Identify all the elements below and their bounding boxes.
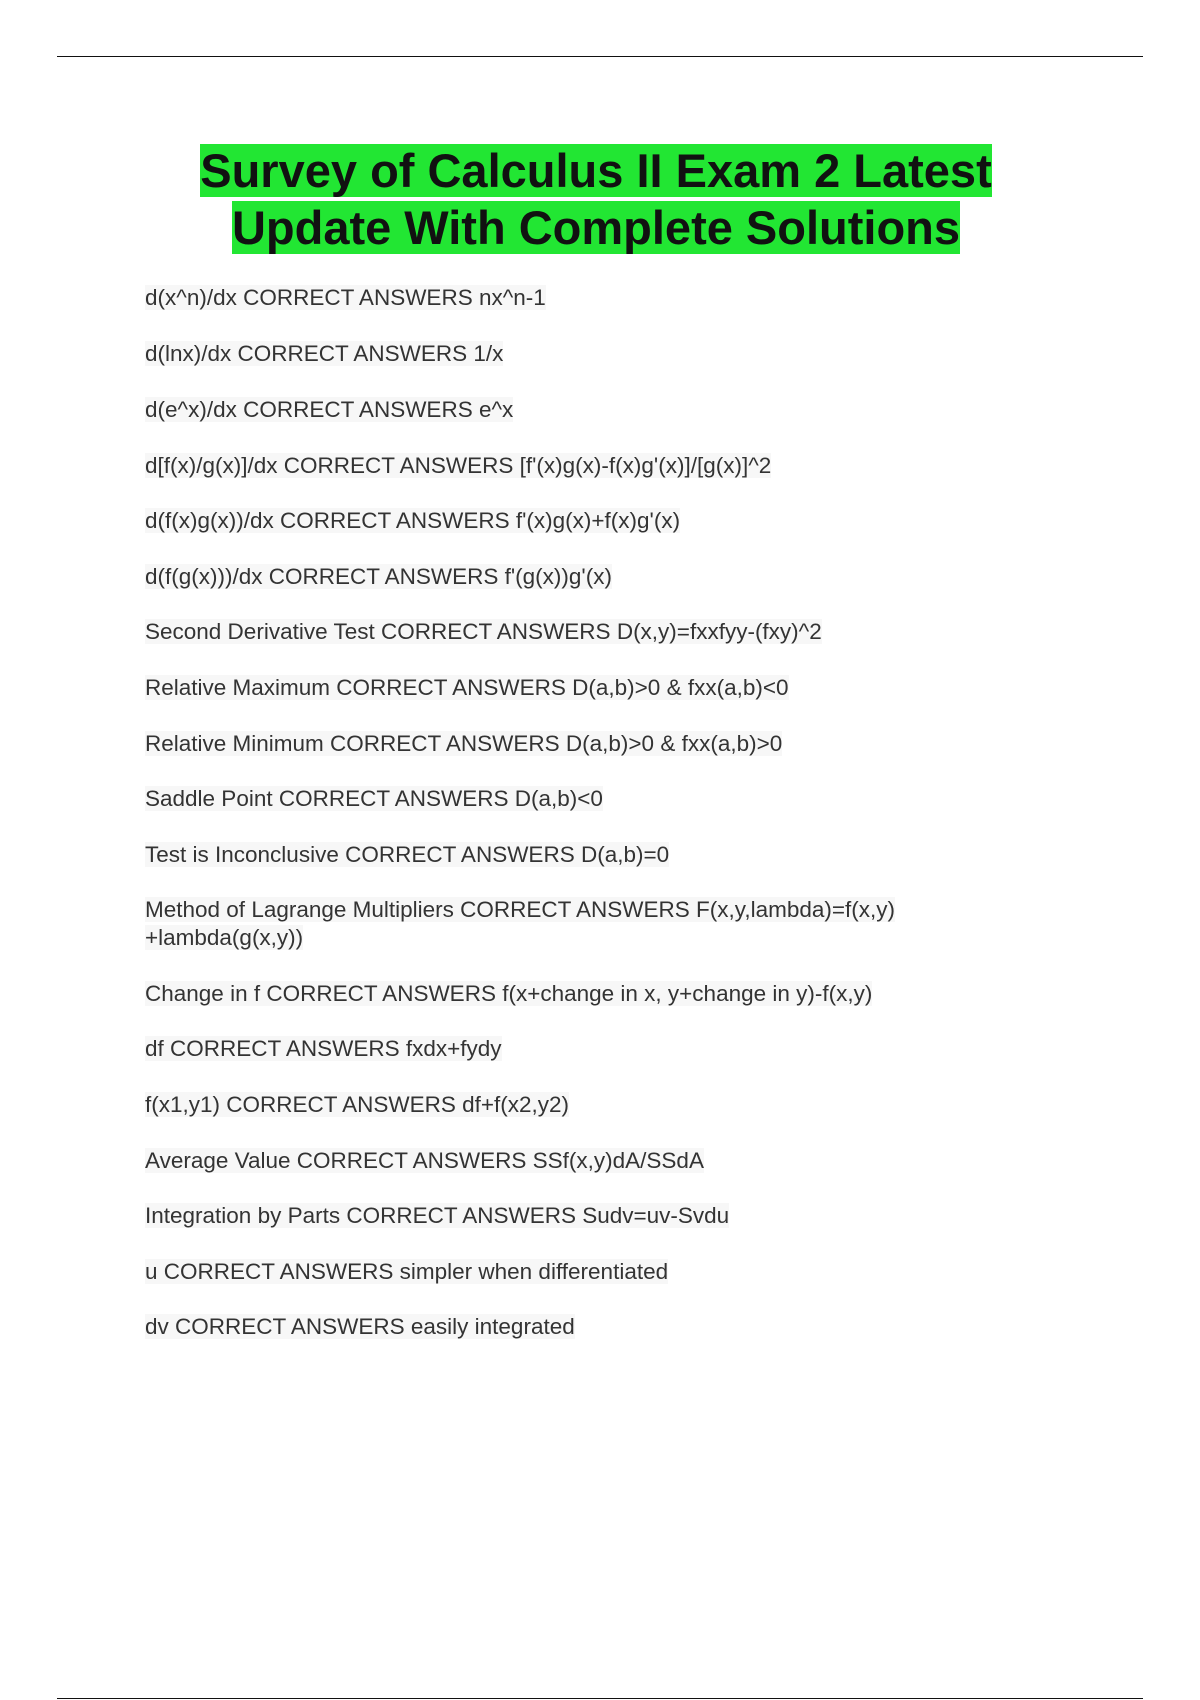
- qa-text: d(f(g(x)))/dx CORRECT ANSWERS f'(g(x))g'(x): [145, 564, 612, 589]
- qa-text: d[f(x)/g(x)]/dx CORRECT ANSWERS [f'(x)g(x)-f(x)g'(x)]/[g(x)]^2: [145, 453, 772, 478]
- qa-item: [145, 730, 1025, 758]
- qa-item: [145, 1258, 1025, 1286]
- qa-text: Relative Maximum CORRECT ANSWERS D(a,b)>0 & fxx(a,b)<0: [145, 675, 789, 700]
- qa-text: dv CORRECT ANSWERS easily integrated: [145, 1314, 575, 1339]
- qa-text: Change in f CORRECT ANSWERS f(x+change in x, y+change in y)-f(x,y): [145, 981, 873, 1006]
- qa-item: [145, 284, 1025, 312]
- qa-item: [145, 1313, 1025, 1341]
- qa-text: Integration by Parts CORRECT ANSWERS Sudv=uv-Svdu: [145, 1203, 730, 1228]
- qa-text: Method of Lagrange Multipliers CORRECT ANSWERS F(x,y,lambda)=f(x,y): [145, 897, 896, 922]
- qa-text: Relative Minimum CORRECT ANSWERS D(a,b)>0 & fxx(a,b)>0: [145, 731, 783, 756]
- title-line-1: Survey of Calculus II Exam 2 Latest: [200, 144, 992, 197]
- qa-text-continued: +lambda(g(x,y)): [145, 925, 304, 950]
- qa-item: [145, 1091, 1025, 1119]
- qa-item: [145, 1147, 1025, 1175]
- qa-item: [145, 340, 1025, 368]
- page-title: [100, 142, 1092, 256]
- top-rule: [57, 56, 1143, 57]
- qa-text: df CORRECT ANSWERS fxdx+fydy: [145, 1036, 502, 1061]
- qa-item: [145, 1202, 1025, 1230]
- qa-item: [145, 618, 1025, 646]
- title-line-2: Update With Complete Solutions: [231, 201, 961, 254]
- qa-text: u CORRECT ANSWERS simpler when differentiated: [145, 1259, 669, 1284]
- qa-text: d(lnx)/dx CORRECT ANSWERS 1/x: [145, 341, 504, 366]
- qa-text: Average Value CORRECT ANSWERS SSf(x,y)dA/SSdA: [145, 1148, 704, 1173]
- qa-item: [145, 396, 1025, 424]
- qa-text: Saddle Point CORRECT ANSWERS D(a,b)<0: [145, 786, 603, 811]
- qa-text: d(f(x)g(x))/dx CORRECT ANSWERS f'(x)g(x)+f(x)g'(x): [145, 508, 681, 533]
- qa-item: [145, 452, 1025, 480]
- qa-text: d(e^x)/dx CORRECT ANSWERS e^x: [145, 397, 514, 422]
- qa-item: [145, 785, 1025, 813]
- qa-text: d(x^n)/dx CORRECT ANSWERS nx^n-1: [145, 285, 546, 310]
- qa-item: [145, 980, 1025, 1008]
- qa-item: [145, 507, 1025, 535]
- qa-item: [145, 841, 1025, 869]
- qa-item: [145, 563, 1025, 591]
- qa-text: Second Derivative Test CORRECT ANSWERS D(x,y)=fxxfyy-(fxy)^2: [145, 619, 822, 644]
- qa-item: [145, 896, 1025, 952]
- qa-item: [145, 674, 1025, 702]
- qa-text: f(x1,y1) CORRECT ANSWERS df+f(x2,y2): [145, 1092, 570, 1117]
- bottom-rule: [57, 1698, 1143, 1699]
- qa-item: [145, 1035, 1025, 1063]
- qa-text: Test is Inconclusive CORRECT ANSWERS D(a,b)=0: [145, 842, 670, 867]
